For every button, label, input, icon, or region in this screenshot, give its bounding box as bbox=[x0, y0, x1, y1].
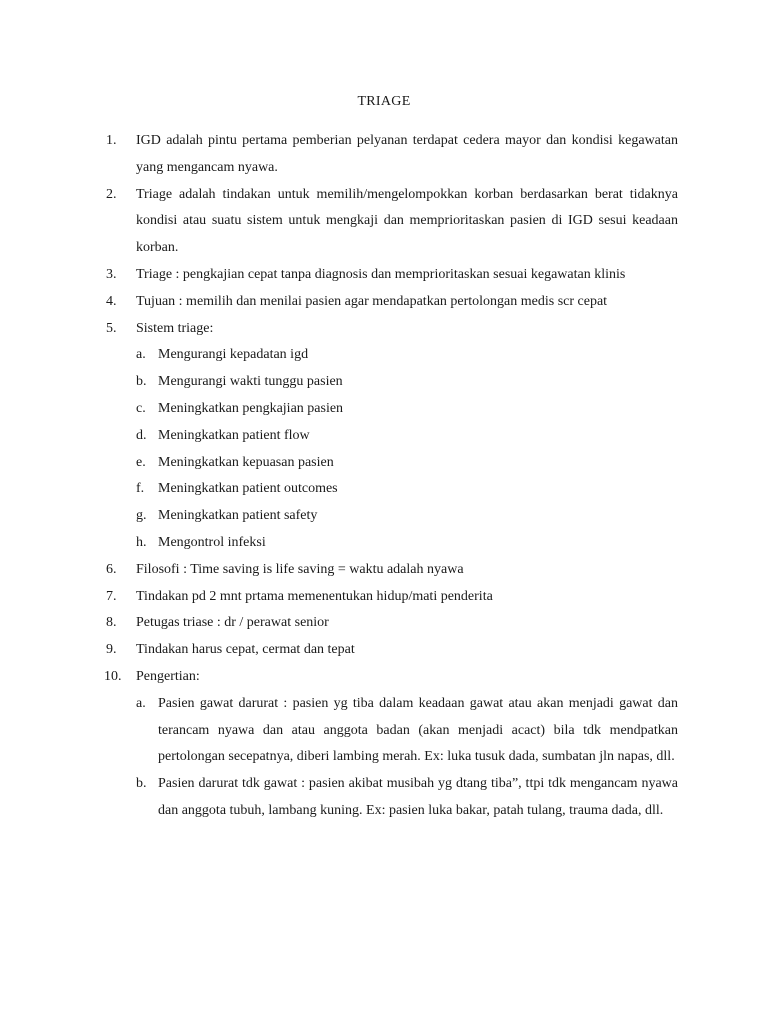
sub-list-item bbox=[136, 450, 678, 477]
sub-list-item-text: Meningkatkan patient outcomes bbox=[158, 481, 338, 497]
sub-list-item bbox=[136, 423, 678, 450]
list-item-number: 3. bbox=[106, 266, 117, 282]
list-item-text: Filosofi : Time saving is life saving = waktu adalah nyawa bbox=[136, 561, 464, 577]
sub-list-item-text: Mengurangi kepadatan igd bbox=[158, 347, 309, 363]
sub-list-item-letter: b. bbox=[136, 776, 147, 792]
list-item bbox=[106, 182, 678, 262]
list-item-number: 10. bbox=[104, 668, 122, 684]
sub-list-item-letter: b. bbox=[136, 374, 147, 390]
sub-list-item-letter: a. bbox=[136, 347, 146, 363]
list-item-text: Triage : pengkajian cepat tanpa diagnosis dan memprioritaskan sesuai kegawatan klinis bbox=[136, 266, 626, 282]
sub-list-item-letter: a. bbox=[136, 695, 146, 711]
sub-list-item-letter: f. bbox=[136, 481, 145, 497]
list-item-text: Tujuan : memilih dan menilai pasien agar mendapatkan pertolongan medis scr cepat bbox=[136, 293, 608, 309]
sub-list-item-letter: e. bbox=[136, 454, 146, 470]
list-item-text: Tindakan pd 2 mnt prtama memenentukan hidup/mati penderita bbox=[136, 588, 493, 604]
sub-list-item-letter: d. bbox=[136, 427, 147, 443]
list-item-text: Triage adalah tindakan untuk memilih/mengelompokkan korban berdasarkan berat tidaknya kondisi atau suatu sistem untuk mengkaji dan memprioritaskan pasien di IGD sesui keadaan korban. bbox=[136, 186, 678, 256]
sub-list-item-text: Meningkatkan patient flow bbox=[158, 427, 310, 443]
list-item-text: IGD adalah pintu pertama pemberian pelyanan terdapat cedera mayor dan kondisi kegawatan yang mengancam nyawa. bbox=[136, 133, 678, 175]
list-item-number: 5. bbox=[106, 320, 117, 336]
list-item bbox=[106, 610, 678, 637]
list-item-number: 1. bbox=[106, 133, 117, 148]
sub-list-item-letter: g. bbox=[136, 508, 147, 524]
numbered-list bbox=[106, 128, 678, 825]
list-item-number: 4. bbox=[106, 293, 117, 309]
list-item bbox=[106, 584, 678, 611]
list-item bbox=[106, 637, 678, 664]
list-item bbox=[106, 128, 678, 182]
list-item-text: Tindakan harus cepat, cermat dan tepat bbox=[136, 642, 355, 658]
document-title: TRIAGE bbox=[357, 94, 411, 109]
sub-list-item bbox=[136, 342, 678, 369]
sub-list-item bbox=[136, 396, 678, 423]
sub-list-item bbox=[136, 691, 678, 771]
sub-list-item-text: Mengontrol infeksi bbox=[158, 534, 266, 550]
list-item-number: 9. bbox=[106, 642, 117, 658]
list-item-number: 7. bbox=[106, 588, 117, 604]
list-item-number: 6. bbox=[106, 561, 117, 577]
sub-list bbox=[136, 342, 678, 556]
sub-list-item-text: Meningkatkan kepuasan pasien bbox=[158, 454, 334, 470]
list-item bbox=[106, 664, 678, 825]
sub-list-item-text: Meningkatkan pengkajian pasien bbox=[158, 400, 344, 416]
sub-list-item-text: Pasien gawat darurat : pasien yg tiba dalam keadaan gawat atau akan menjadi gawat dan terancam nyawa dan atau anggota badan (akan menjadi acact) bila tdk mendpatkan pertolongan secepatnya, diberi lambing merah. Ex: luka tusuk dada, sumbatan jln napas, dll. bbox=[158, 695, 678, 765]
sub-list-item bbox=[136, 771, 678, 825]
list-item-text: Petugas triase : dr / perawat senior bbox=[136, 615, 329, 631]
list-item-number: 2. bbox=[106, 186, 117, 202]
list-item bbox=[106, 557, 678, 584]
sub-list-item bbox=[136, 503, 678, 530]
sub-list-item-letter: h. bbox=[136, 534, 147, 550]
sub-list-item-letter: c. bbox=[136, 400, 146, 416]
sub-list bbox=[136, 691, 678, 825]
sub-list-item-text: Pasien darurat tdk gawat : pasien akibat musibah yg dtang tiba”, ttpi tdk mengancam nyawa dan anggota tubuh, lambang kuning. Ex: pasien luka bakar, patah tulang, trauma dada, dll. bbox=[158, 776, 678, 818]
list-item bbox=[106, 316, 678, 557]
list-item-number: 8. bbox=[106, 615, 117, 631]
list-item-text: Pengertian: bbox=[136, 668, 200, 684]
list-item-text: Sistem triage: bbox=[136, 320, 214, 336]
sub-list-item-text: Meningkatkan patient safety bbox=[158, 508, 318, 524]
list-item bbox=[106, 289, 678, 316]
sub-list-item bbox=[136, 530, 678, 557]
sub-list-item bbox=[136, 369, 678, 396]
sub-list-item-text: Mengurangi wakti tunggu pasien bbox=[158, 374, 343, 390]
sub-list-item bbox=[136, 476, 678, 503]
list-item bbox=[106, 262, 678, 289]
